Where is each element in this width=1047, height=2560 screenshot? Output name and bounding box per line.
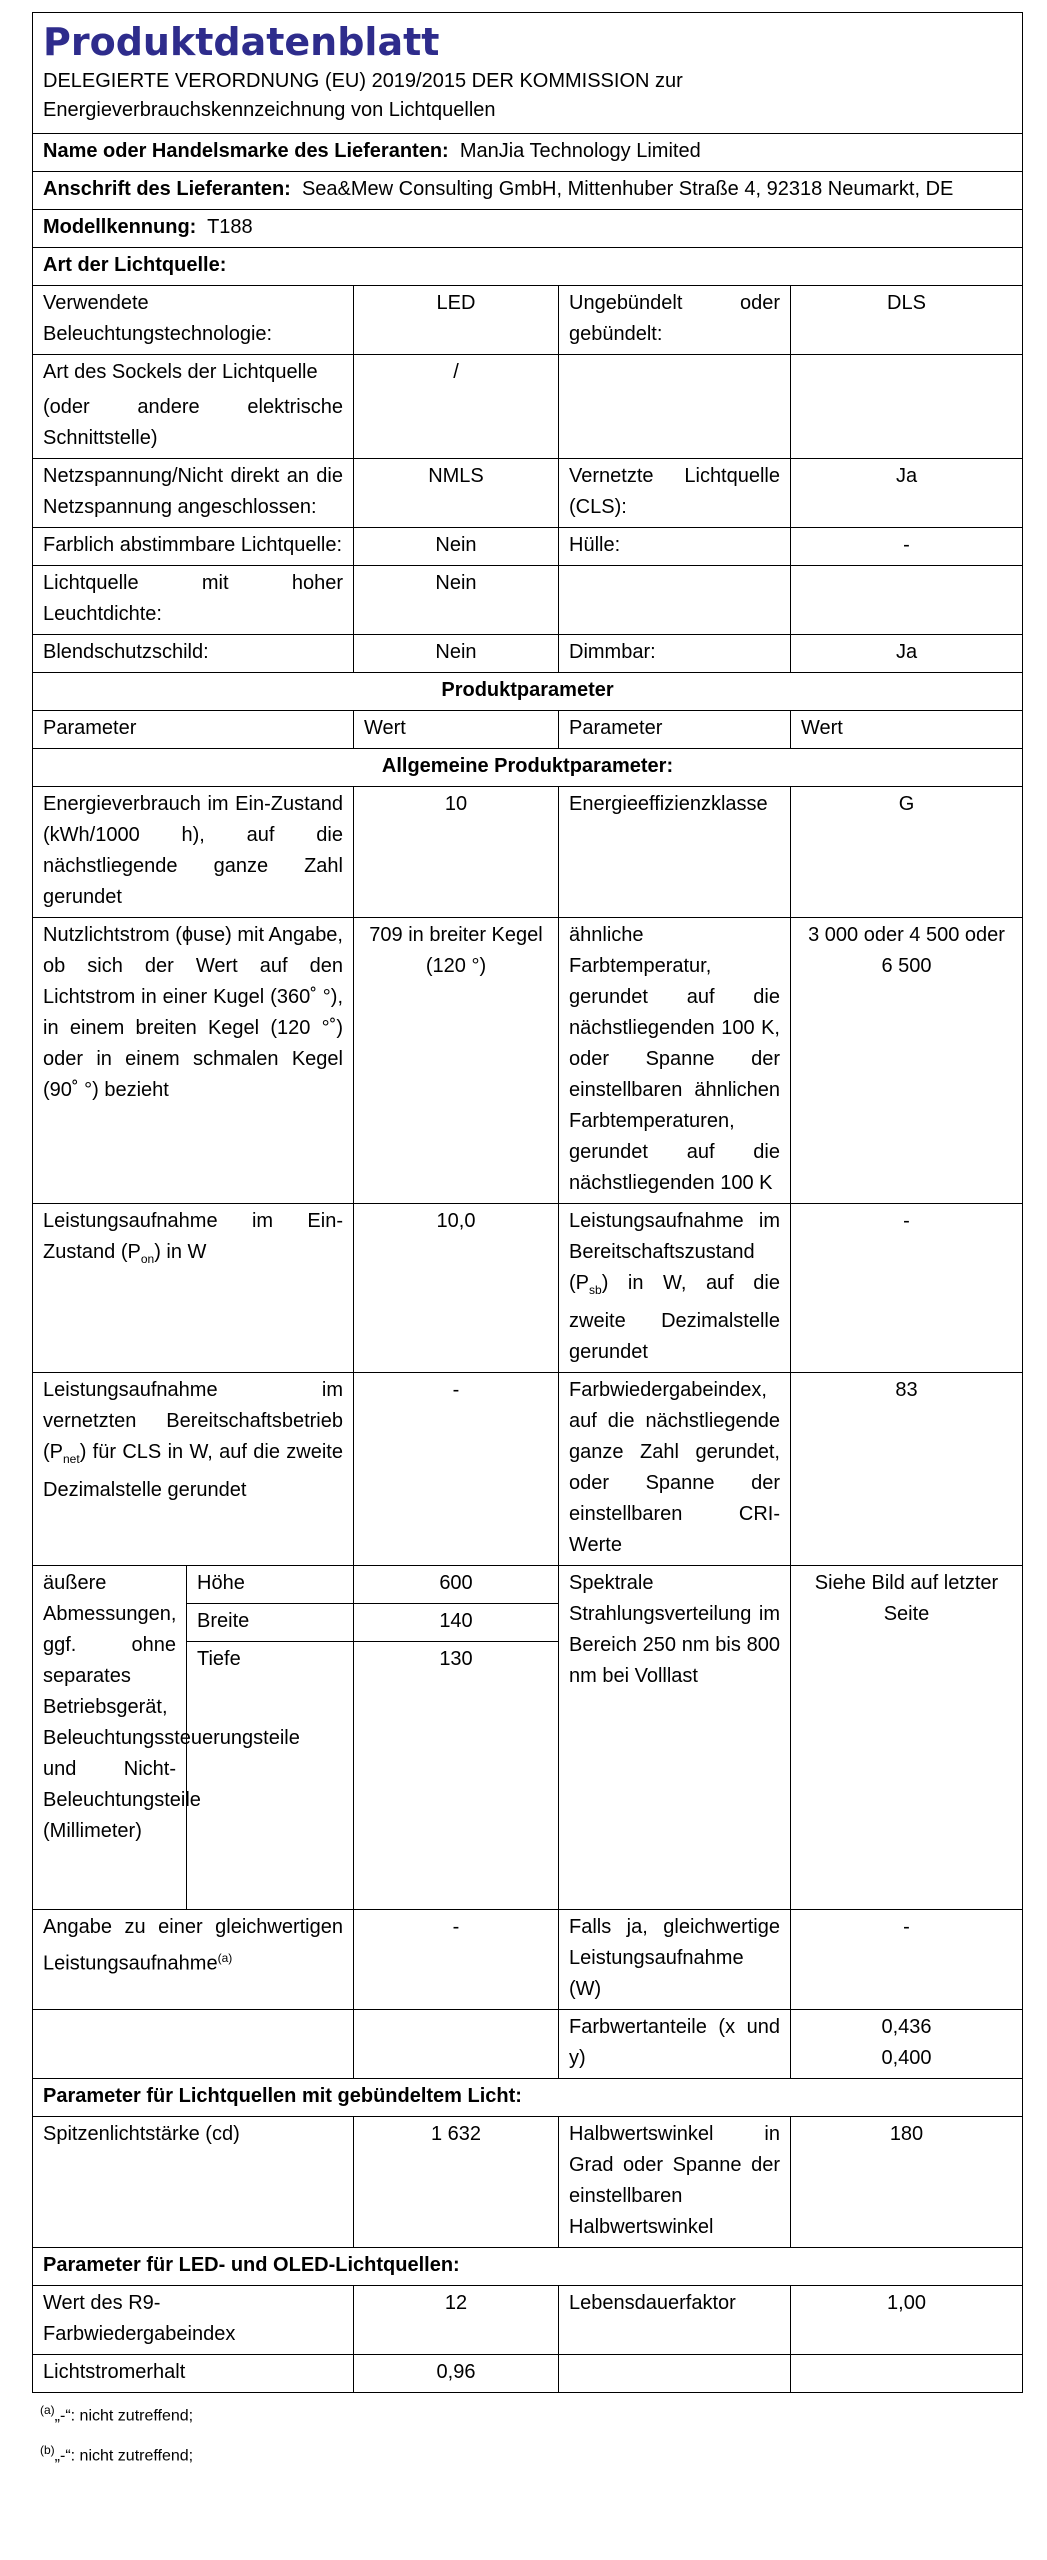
networked-standby-label-unit: ) für CLS in W, auf die zweite Dezimalstelle gerundet bbox=[43, 1441, 343, 1501]
empty-cell bbox=[559, 566, 791, 635]
on-mode-power-value: 10,0 bbox=[354, 1204, 559, 1373]
address-row bbox=[33, 172, 1023, 210]
energy-consumption-label: Energieverbrauch im Ein-Zustand (kWh/1000 h), auf die nächstliegende ganze Zahl gerundet bbox=[33, 787, 354, 918]
networked-standby-label bbox=[33, 1373, 354, 1566]
empty-cell bbox=[559, 2354, 791, 2392]
product-params-heading: Produktparameter bbox=[33, 673, 1023, 711]
general-params-heading-row bbox=[33, 749, 1023, 787]
empty-cell bbox=[791, 355, 1023, 459]
networked-standby-value: - bbox=[354, 1373, 559, 1566]
equivalent-power-label bbox=[33, 1909, 354, 2009]
table-row bbox=[33, 2285, 1023, 2354]
empty-cell bbox=[354, 2009, 559, 2078]
supplier-row bbox=[33, 134, 1023, 172]
model-value: T188 bbox=[207, 216, 253, 238]
data-sheet-table bbox=[32, 12, 1023, 2393]
column-header-row bbox=[33, 711, 1023, 749]
colour-temperature-value: 3 000 oder 4 500 oder 6 500 bbox=[791, 918, 1023, 1204]
lumen-maintenance-label: Lichtstromerhalt bbox=[33, 2354, 354, 2392]
table-row bbox=[33, 1204, 1023, 1373]
led-params-heading: Parameter für LED- und OLED-Lichtquellen: bbox=[33, 2247, 1023, 2285]
table-row bbox=[33, 787, 1023, 918]
on-mode-power-label bbox=[33, 1204, 354, 1373]
footnote-b-text: „-“: nicht zutreffend; bbox=[54, 2447, 194, 2465]
column-header-value: Wert bbox=[791, 711, 1023, 749]
general-params-heading: Allgemeine Produktparameter: bbox=[33, 749, 1023, 787]
dimmable-value: Ja bbox=[791, 635, 1023, 673]
column-header-parameter: Parameter bbox=[559, 711, 791, 749]
empty-cell bbox=[559, 355, 791, 459]
column-header-parameter: Parameter bbox=[33, 711, 354, 749]
empty-cell bbox=[791, 2354, 1023, 2392]
high-luminance-value: Nein bbox=[354, 566, 559, 635]
height-label: Höhe bbox=[187, 1566, 354, 1604]
peak-intensity-label: Spitzenlichtstärke (cd) bbox=[33, 2116, 354, 2247]
model-label: Modellkennung: bbox=[43, 216, 197, 238]
r9-value: 12 bbox=[354, 2285, 559, 2354]
product-params-heading-row bbox=[33, 673, 1023, 711]
standby-power-label-unit: ) in W, auf die zweite Dezimalstelle gerundet bbox=[569, 1272, 780, 1363]
energy-class-label: Energieeffizienzklasse bbox=[559, 787, 791, 918]
envelope-label: Hülle: bbox=[559, 528, 791, 566]
directional-label: Ungebündelt oder gebündelt: bbox=[559, 286, 791, 355]
directional-params-heading-row bbox=[33, 2078, 1023, 2116]
table-row bbox=[33, 1566, 1023, 1604]
standby-power-subscript: sb bbox=[589, 1283, 602, 1297]
table-row bbox=[33, 528, 1023, 566]
dimmable-label: Dimmbar: bbox=[559, 635, 791, 673]
cap-type-label-interface: (oder andere elektrische Schnittstelle) bbox=[43, 396, 343, 449]
energy-consumption-value: 10 bbox=[354, 787, 559, 918]
table-row bbox=[33, 2116, 1023, 2247]
mains-label: Netzspannung/Nicht direkt an die Netzspannung angeschlossen: bbox=[33, 459, 354, 528]
chromaticity-y-value: 0,400 bbox=[881, 2046, 932, 2069]
on-mode-power-label-text: Leistungsaufnahme im Ein-Zustand (P bbox=[43, 1210, 343, 1263]
connected-label: Vernetzte Lichtquelle (CLS): bbox=[559, 459, 791, 528]
glare-shield-value: Nein bbox=[354, 635, 559, 673]
beam-angle-label: Halbwertswinkel in Grad oder Spanne der einstellbaren Halbwertswinkel bbox=[559, 2116, 791, 2247]
survival-factor-value: 1,00 bbox=[791, 2285, 1023, 2354]
glare-shield-label: Blendschutzschild: bbox=[33, 635, 354, 673]
address-value: Sea&Mew Consulting GmbH, Mittenhuber Straße 4, 92318 Neumarkt, DE bbox=[301, 178, 954, 200]
column-header-value: Wert bbox=[354, 711, 559, 749]
title-row bbox=[33, 13, 1023, 134]
footnote-a bbox=[32, 2393, 1022, 2433]
peak-intensity-value: 1 632 bbox=[354, 2116, 559, 2247]
footnote-b bbox=[32, 2433, 1022, 2473]
model-row bbox=[33, 210, 1023, 248]
table-row bbox=[33, 635, 1023, 673]
led-params-heading-row bbox=[33, 2247, 1023, 2285]
page-title: Produktdatenblatt bbox=[43, 20, 440, 64]
technology-value: LED bbox=[354, 286, 559, 355]
regulation-line-2: Energieverbrauchskennzeichnung von Lichtquellen bbox=[43, 99, 496, 121]
table-row bbox=[33, 355, 1023, 459]
table-row bbox=[33, 459, 1023, 528]
networked-standby-subscript: net bbox=[63, 1452, 80, 1466]
envelope-value: - bbox=[791, 528, 1023, 566]
colour-tuneable-value: Nein bbox=[354, 528, 559, 566]
depth-label: Tiefe bbox=[187, 1642, 354, 1680]
high-luminance-label: Lichtquelle mit hoher Leuchtdichte: bbox=[33, 566, 354, 635]
equivalent-power-label-text: Angabe zu einer gleichwertigen Leistungsaufnahme bbox=[43, 1915, 343, 1975]
technology-label: Verwendete Beleuchtungstechnologie: bbox=[33, 286, 354, 355]
width-label: Breite bbox=[187, 1604, 354, 1642]
empty-cell bbox=[187, 1679, 354, 1909]
equivalent-power-w-value: - bbox=[791, 1909, 1023, 2009]
standby-power-value: - bbox=[791, 1204, 1023, 1373]
empty-cell bbox=[791, 566, 1023, 635]
networked-standby-label-text: Leistungsaufnahme im vernetzten Bereitschaftsbetrieb (P bbox=[43, 1379, 343, 1463]
chromaticity-x-value: 0,436 bbox=[881, 2015, 932, 2038]
mains-value: NMLS bbox=[354, 459, 559, 528]
table-row bbox=[33, 2354, 1023, 2392]
table-row bbox=[33, 286, 1023, 355]
regulation-line-1: DELEGIERTE VERORDNUNG (EU) 2019/2015 DER KOMMISSION zur bbox=[43, 70, 683, 92]
directional-value: DLS bbox=[791, 286, 1023, 355]
chromaticity-value bbox=[791, 2009, 1023, 2078]
chromaticity-label: Farbwertanteile (x und y) bbox=[559, 2009, 791, 2078]
empty-cell bbox=[33, 2009, 354, 2078]
depth-value: 130 bbox=[354, 1642, 559, 1680]
directional-params-heading: Parameter für Lichtquellen mit gebündeltem Licht: bbox=[33, 2078, 1023, 2116]
cap-type-cell bbox=[33, 355, 354, 459]
cri-label: Farbwiedergabeindex, auf die nächstliegende ganze Zahl gerundet, oder Spanne der einstellbaren CRI-Werte bbox=[559, 1373, 791, 1566]
footnote-a-ref: (a) bbox=[217, 1950, 233, 1965]
table-row bbox=[33, 918, 1023, 1204]
beam-angle-value: 180 bbox=[791, 2116, 1023, 2247]
survival-factor-label: Lebensdauerfaktor bbox=[559, 2285, 791, 2354]
cap-type-value: / bbox=[354, 355, 559, 459]
energy-class-value: G bbox=[791, 787, 1023, 918]
cri-value: 83 bbox=[791, 1373, 1023, 1566]
height-value: 600 bbox=[354, 1566, 559, 1604]
supplier-label: Name oder Handelsmarke des Lieferanten: bbox=[43, 140, 449, 162]
table-row bbox=[33, 566, 1023, 635]
standby-power-label bbox=[559, 1204, 791, 1373]
product-data-sheet bbox=[32, 12, 1022, 2473]
table-row bbox=[33, 2009, 1023, 2078]
light-source-type-heading: Art der Lichtquelle: bbox=[33, 248, 1023, 286]
on-mode-power-subscript: on bbox=[140, 1252, 155, 1266]
footnote-a-text: „-“: nicht zutreffend; bbox=[54, 2406, 194, 2424]
luminous-flux-value: 709 in breiter Kegel (120 °) bbox=[354, 918, 559, 1204]
on-mode-power-label-unit: ) in W bbox=[154, 1241, 207, 1263]
spectral-distribution-label: Spektrale Strahlungsverteilung im Bereich 250 nm bis 800 nm bei Volllast bbox=[559, 1566, 791, 1910]
equivalent-power-w-label: Falls ja, gleichwertige Leistungsaufnahme (W) bbox=[559, 1909, 791, 2009]
equivalent-power-value: - bbox=[354, 1909, 559, 2009]
supplier-value: ManJia Technology Limited bbox=[459, 140, 701, 162]
colour-tuneable-label: Farblich abstimmbare Lichtquelle: bbox=[33, 528, 354, 566]
empty-cell bbox=[354, 1679, 559, 1909]
width-value: 140 bbox=[354, 1604, 559, 1642]
spectral-distribution-value: Siehe Bild auf letzter Seite bbox=[791, 1566, 1023, 1910]
connected-value: Ja bbox=[791, 459, 1023, 528]
r9-label: Wert des R9-Farbwiedergabeindex bbox=[33, 2285, 354, 2354]
cap-type-label: Art des Sockels der Lichtquelle bbox=[43, 361, 318, 383]
footnote-b-mark: (b) bbox=[40, 2442, 55, 2457]
table-row bbox=[33, 1909, 1023, 2009]
standby-power-label-text: Leistungsaufnahme im Bereitschaftszustand (P bbox=[569, 1210, 780, 1294]
colour-temperature-label: ähnliche Farbtemperatur, gerundet auf die nächstliegenden 100 K, oder Spanne der einstellbaren ähnlichen Farbtemperaturen, gerundet auf die nächstliegenden 100 K bbox=[559, 918, 791, 1204]
footnote-a-mark: (a) bbox=[40, 2402, 55, 2417]
table-row bbox=[33, 1373, 1023, 1566]
address-label: Anschrift des Lieferanten: bbox=[43, 178, 291, 200]
dimensions-label: äußere Abmessungen, ggf. ohne separates Betriebsgerät, Beleuchtungssteuerungsteile und Nicht-Beleuchtungsteile (Millimeter) bbox=[33, 1566, 187, 1910]
lumen-maintenance-value: 0,96 bbox=[354, 2354, 559, 2392]
light-source-type-heading-row bbox=[33, 248, 1023, 286]
luminous-flux-label: Nutzlichtstrom (ɸuse) mit Angabe, ob sich der Wert auf den Lichtstrom in einer Kugel (360˚ °), in einem breiten Kegel (120 °˚) oder in einem schmalen Kegel (90˚ °) bezieht bbox=[33, 918, 354, 1204]
